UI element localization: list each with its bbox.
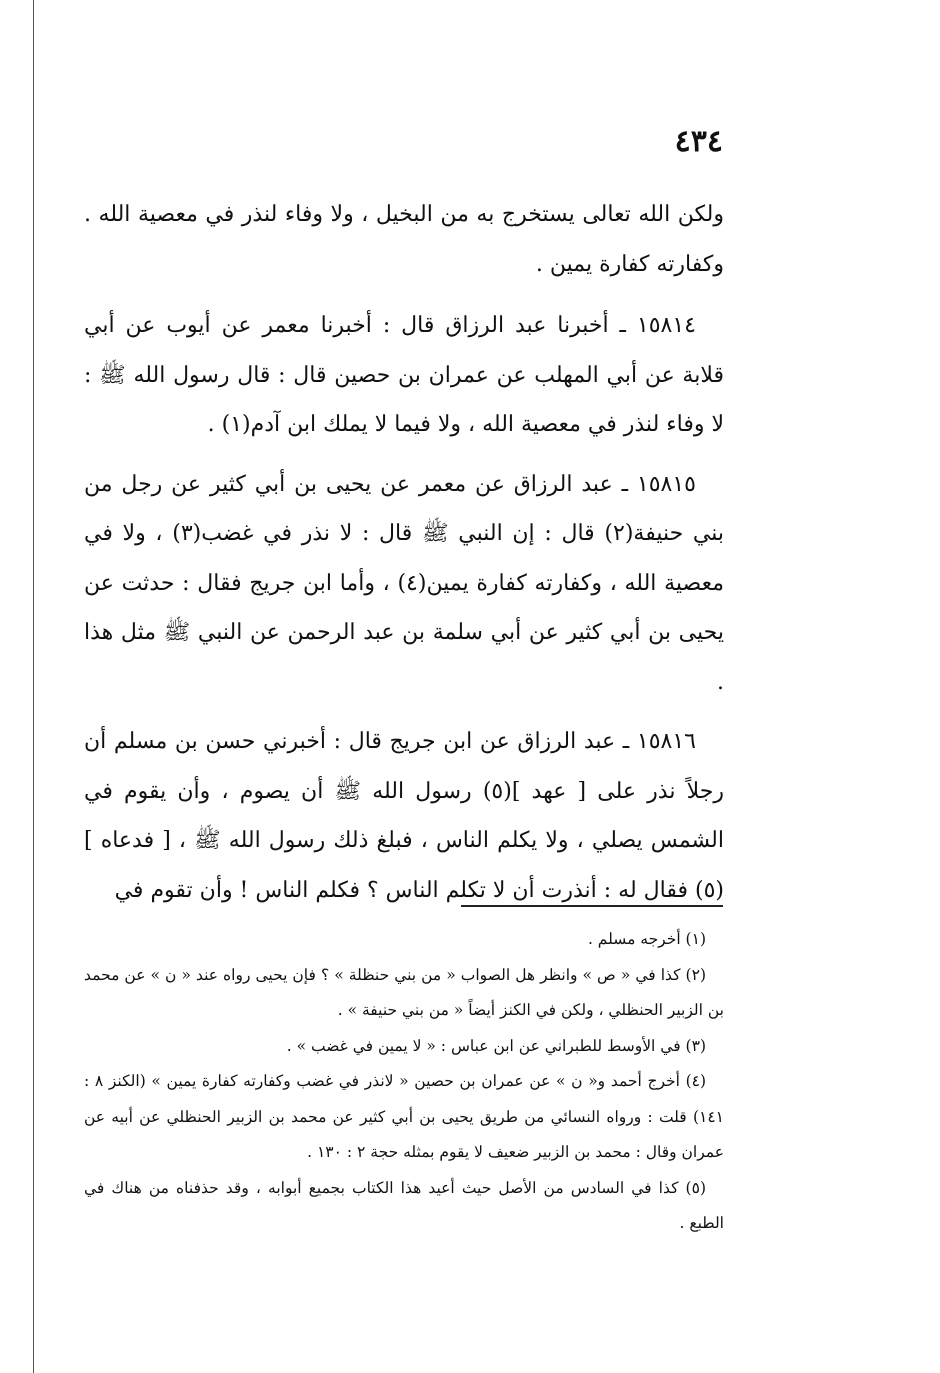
paragraph-continuation: ولكن الله تعالى يستخرج به من البخيل ، ولا وفاء لنذر في معصية الله . وكفارته كفارة يمين . xyxy=(84,202,724,277)
hadith-15814: ١٥٨١٤ ـ أخبرنا عبد الرزاق قال : أخبرنا معمر عن أيوب عن أبي قلابة عن أبي المهلب عن عمران بن حصين قال : قال رسول الله ﷺ : لا وفاء لنذر في معصية الله ، ولا فيما لا يملك ابن آدم(١) . xyxy=(84,313,724,437)
footnote-separator xyxy=(461,905,723,907)
footnote-2: (٢) كذا في « ص » وانظر هل الصواب « من بني حنظلة » ؟ فإن يحيى رواه عند « ن » عن محمد بن الزبير الحنظلي ، ولكن في الكنز أيضاً « من بني حنيفة » . xyxy=(84,965,724,1019)
page-number: ٤٣٤ xyxy=(674,124,723,159)
footnote-4: (٤) أخرج أحمد و« ن » عن عمران بن حصين « لانذر في غضب وكفارته كفارة يمين » (الكنز ٨ : ١٤١) قلت : ورواه النسائي من طريق يحيى بن أبي كثير عن محمد بن الزبير الحنظلي عن أبيه عن عمران وقال : محمد بن الزبير ضعيف لا يقوم بمثله حجة ٢ : ١٣٠ . xyxy=(84,1072,724,1161)
page-edge-rule xyxy=(33,0,34,1373)
footnote-1: (١) أخرجه مسلم . xyxy=(587,930,706,948)
hadith-15815: ١٥٨١٥ ـ عبد الرزاق عن معمر عن يحيى بن أبي كثير عن رجل من بني حنيفة(٢) قال : إن النبي ﷺ قال : لا نذر في غضب(٣) ، ولا في معصية الله ، وكفارته كفارة يمين(٤) ، وأما ابن جريج فقال : حدثت عن يحيى بن أبي كثير عن أبي سلمة بن عبد الرحمن عن النبي ﷺ مثل هذا . xyxy=(84,471,725,695)
footnote-3: (٣) في الأوسط للطبراني عن ابن عباس : « لا يمين في غضب » . xyxy=(286,1036,706,1055)
footnotes xyxy=(84,922,724,1242)
main-text xyxy=(84,190,724,925)
footnote-5: (٥) كذا في السادس من الأصل حيث أعيد هذا الكتاب بجميع أبوابه ، وقد حذفناه من هناك في الطبع . xyxy=(84,1178,724,1232)
hadith-15816: ١٥٨١٦ ـ عبد الرزاق عن ابن جريج قال : أخبرني حسن بن مسلم أن رجلاً نذر على [ عهد ](٥) رسول الله ﷺ أن يصوم ، وأن يقوم في الشمس يصلي ، ولا يكلم الناس ، فبلغ ذلك رسول الله ﷺ ، [ فدعاه ](٥) فقال له : أنذرت أن لا تكلم الناس ؟ فكلم الناس ! وأن تقوم في xyxy=(84,729,724,903)
